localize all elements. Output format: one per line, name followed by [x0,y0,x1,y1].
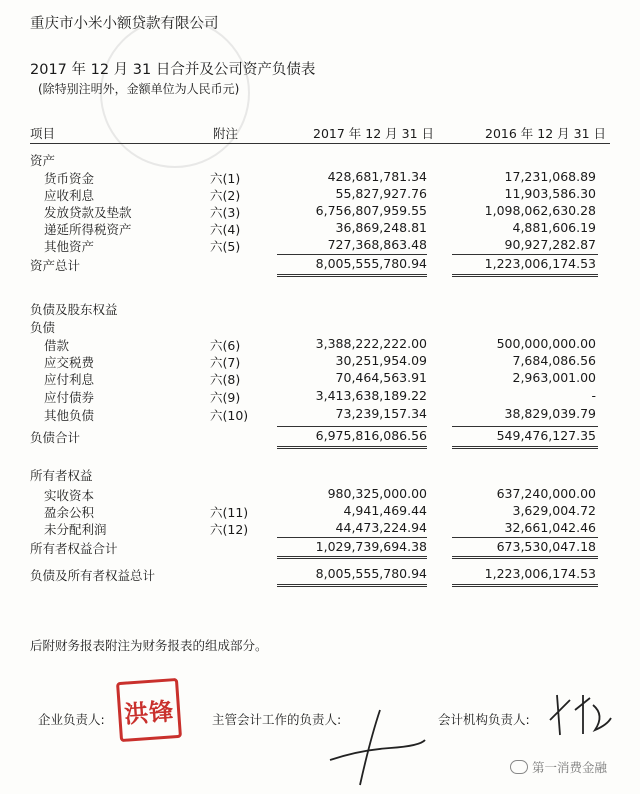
table-row [0,186,640,203]
row-label: 应收利息 [44,188,95,203]
table-row [0,203,640,220]
table-row [0,566,640,583]
row-value-2016: 3,629,004.72 [512,503,596,518]
row-note: 六(2) [210,188,241,203]
sum-rule [452,556,598,557]
table-row [0,406,640,423]
signature-scribble-2 [545,690,615,740]
table-row [0,336,640,353]
red-seal-stamp [116,678,182,742]
company-name: 重庆市小米小额贷款有限公司 [30,16,219,32]
row-note: 六(11) [210,505,249,520]
table-row [0,428,640,445]
row-label: 应付债券 [44,390,95,405]
sum-rule [277,537,427,538]
row-value-2016: 90,927,282.87 [504,237,596,252]
row-label: 负债及股东权益 [30,302,118,317]
sum-rule [277,558,427,559]
row-value-2017: 980,325,000.00 [327,486,427,501]
row-value-2017: 73,239,157.34 [335,406,427,421]
sum-rule [452,274,598,275]
row-value-2016: 2,963,001.00 [512,370,596,385]
header-rule [30,143,610,144]
table-row [0,220,640,237]
table-row [0,256,640,273]
row-value-2016: 673,530,047.18 [496,539,596,554]
sum-rule [452,537,598,538]
row-value-2016: 637,240,000.00 [496,486,596,501]
table-row [0,503,640,520]
sum-rule [452,448,598,449]
row-value-2017: 70,464,563.91 [335,370,427,385]
statement-title: 2017 年 12 月 31 日合并及公司资产负债表 [30,62,316,78]
sum-rule [277,276,427,277]
table-row [0,539,640,556]
row-value-2016: 17,231,068.89 [504,169,596,184]
row-value-2017: 30,251,954.09 [335,353,427,368]
table-row [0,300,640,317]
row-label: 负债 [30,320,56,335]
table-row [0,151,640,168]
seal-text: 洪锋 [123,696,176,729]
row-value-2017: 4,941,469.44 [343,503,427,518]
sum-rule [452,426,598,427]
row-label: 资产 [30,153,56,168]
row-value-2017: 44,473,224.94 [335,520,427,535]
row-value-2016: 11,903,586.30 [504,186,596,201]
row-value-2016: 1,223,006,174.53 [484,256,596,271]
table-row [0,237,640,254]
row-value-2017: 6,975,816,086.56 [315,428,427,443]
sum-rule [277,254,427,255]
sum-rule [277,584,427,585]
signature-scribble-1 [320,700,430,790]
table-row [0,353,640,370]
row-note: 六(4) [210,222,241,237]
row-value-2017: 6,756,807,959.55 [315,203,427,218]
row-value-2017: 8,005,555,780.94 [315,256,427,271]
sum-rule [452,276,598,277]
row-label: 实收资本 [44,488,95,503]
row-label: 盈余公积 [44,505,95,520]
row-value-2017: 428,681,781.34 [327,169,427,184]
row-label: 资产总计 [30,258,81,273]
row-note: 六(10) [210,408,249,423]
row-value-2016: 4,881,606.19 [512,220,596,235]
header-2016: 2016 年 12 月 31 日 [485,126,606,141]
sum-rule [452,446,598,447]
row-value-2017: 55,827,927.76 [335,186,427,201]
row-value-2016: 32,661,042.46 [504,520,596,535]
sum-rule [452,558,598,559]
sum-rule [277,586,427,587]
sum-rule [277,426,427,427]
row-note: 六(3) [210,205,241,220]
table-row [0,520,640,537]
sum-rule [452,254,598,255]
row-label: 所有者权益合计 [30,541,118,556]
sum-rule [277,446,427,447]
table-row [0,466,640,483]
table-row [0,318,640,335]
header-note: 附注 [213,126,239,141]
row-value-2016: 549,476,127.35 [496,428,596,443]
row-value-2017: 3,413,638,189.22 [315,388,427,403]
table-row [0,486,640,503]
row-note: 六(5) [210,239,241,254]
watermark-text: 第一消费金融 [532,760,608,775]
row-label: 其他负债 [44,408,95,423]
row-label: 借款 [44,338,70,353]
row-value-2017: 727,368,863.48 [327,237,427,252]
row-note: 六(1) [210,171,241,186]
chat-logo-icon [510,760,528,774]
row-label: 未分配利润 [44,522,107,537]
sum-rule [452,584,598,585]
row-label: 发放贷款及垫款 [44,205,132,220]
row-label: 货币资金 [44,171,95,186]
row-label: 负债合计 [30,430,81,445]
table-row [0,388,640,405]
row-value-2016: 500,000,000.00 [496,336,596,351]
sum-rule [452,586,598,587]
row-note: 六(7) [210,355,241,370]
row-label: 应付利息 [44,372,95,387]
row-value-2016: 7,684,086.56 [512,353,596,368]
row-note: 六(12) [210,522,249,537]
unit-note: (除特别注明外，金额单位为人民币元) [38,82,240,96]
header-item: 项目 [30,126,56,141]
row-value-2016: 38,829,039.79 [504,406,596,421]
row-value-2017: 8,005,555,780.94 [315,566,427,581]
row-value-2017: 1,029,739,694.38 [315,539,427,554]
footer-note: 后附财务报表附注为财务报表的组成部分。 [30,638,268,653]
row-note: 六(9) [210,390,241,405]
row-value-2016: 1,098,062,630.28 [484,203,596,218]
header-2017: 2017 年 12 月 31 日 [313,126,434,141]
accounting-head-label: 主管会计工作的负责人: [212,712,342,727]
row-label: 递延所得税资产 [44,222,132,237]
row-note: 六(8) [210,372,241,387]
row-value-2016: 1,223,006,174.53 [484,566,596,581]
row-value-2017: 3,388,222,222.00 [315,336,427,351]
row-label: 其他资产 [44,239,95,254]
table-row [0,169,640,186]
sum-rule [277,448,427,449]
row-note: 六(6) [210,338,241,353]
row-label: 所有者权益 [30,468,93,483]
accounting-org-label: 会计机构负责人: [438,712,530,727]
sum-rule [277,274,427,275]
sum-rule [277,556,427,557]
row-label: 负债及所有者权益总计 [30,568,156,583]
legal-rep-label: 企业负责人: [38,712,105,727]
table-row [0,370,640,387]
watermark [510,758,607,776]
row-value-2017: 36,869,248.81 [335,220,427,235]
row-value-2016: - [591,388,596,403]
row-label: 应交税费 [44,355,95,370]
